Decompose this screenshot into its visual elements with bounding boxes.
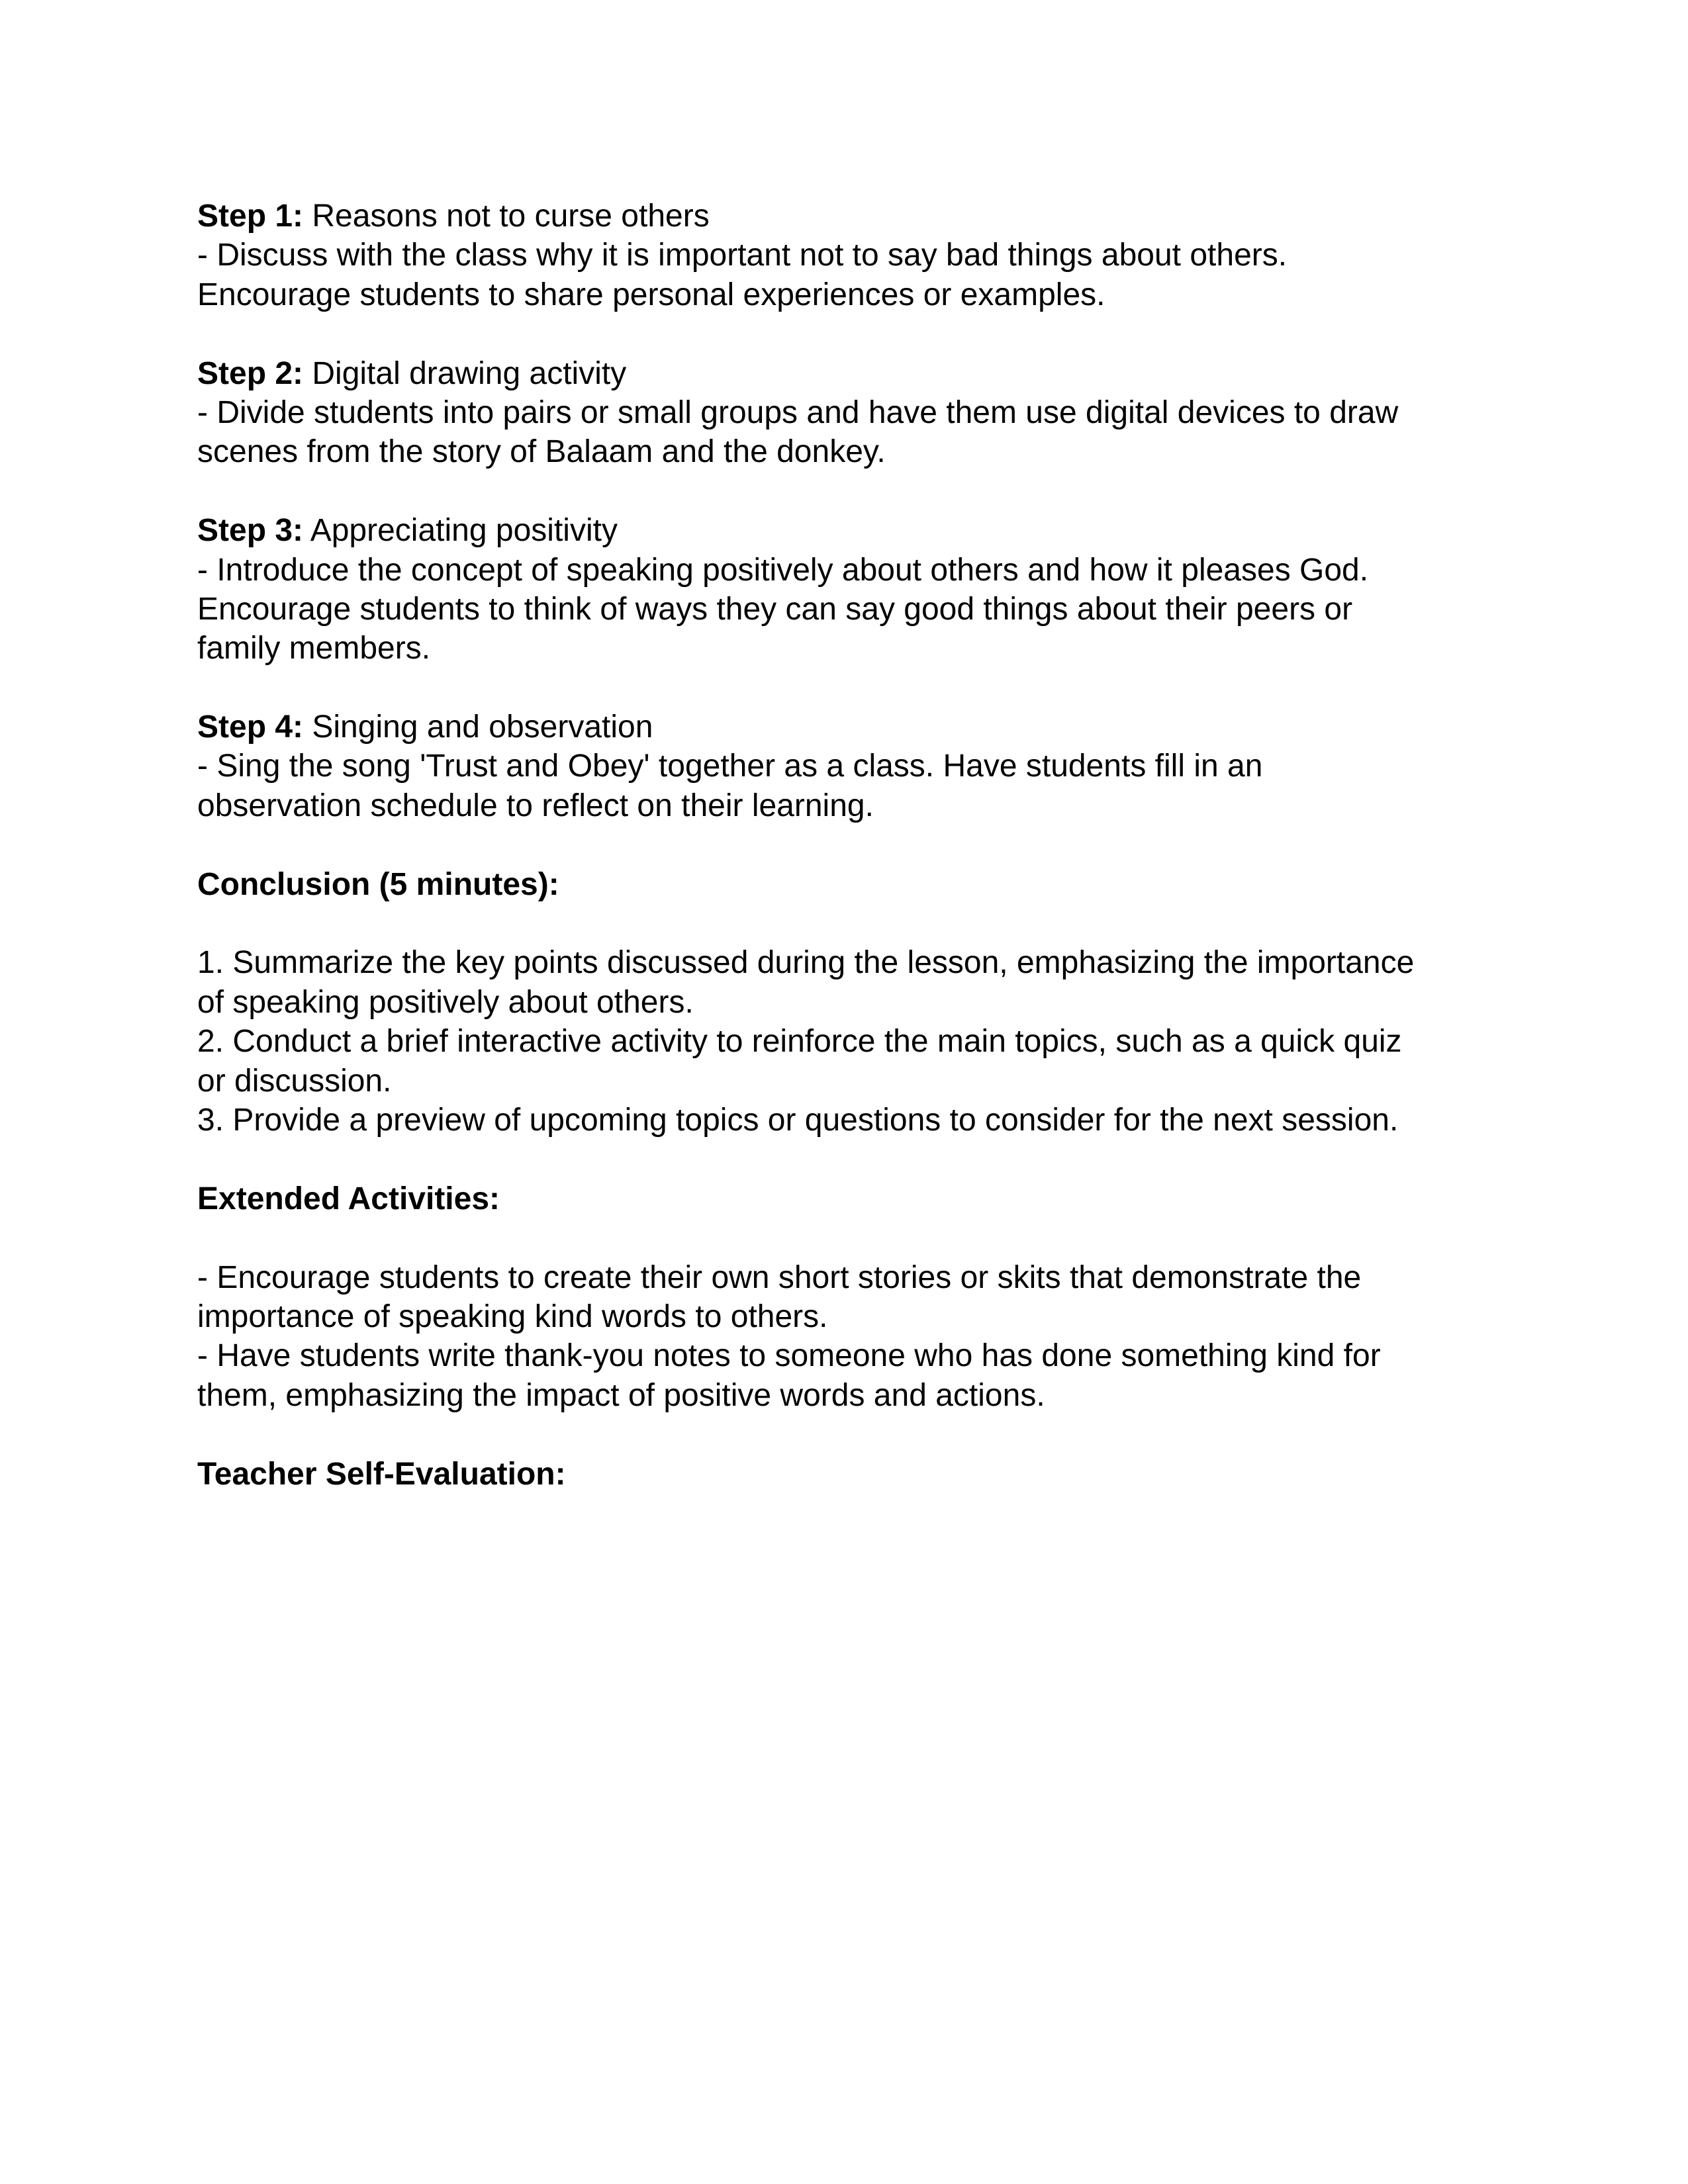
extended-text: importance of speaking kind words to others. bbox=[197, 1298, 828, 1334]
step-text: - Introduce the concept of speaking positively about others and how it pleases God. bbox=[197, 552, 1369, 588]
step-text: - Discuss with the class why it is important not to say bad things about others. bbox=[197, 238, 1288, 273]
conclusion-text: of speaking positively about others. bbox=[197, 984, 694, 1020]
step-title: Appreciating positivity bbox=[303, 513, 618, 549]
step-label: Step 4: bbox=[197, 709, 304, 745]
conclusion-heading: Conclusion (5 minutes): bbox=[197, 866, 559, 902]
extended-heading: Extended Activities: bbox=[197, 1181, 500, 1216]
step-title: Singing and observation bbox=[303, 709, 653, 745]
step-label: Step 3: bbox=[197, 513, 304, 549]
step-label: Step 1: bbox=[197, 199, 304, 234]
step-3 bbox=[197, 511, 1521, 668]
self-evaluation-heading: Teacher Self-Evaluation: bbox=[197, 1456, 566, 1492]
step-text: - Sing the song 'Trust and Obey' together as a class. Have students fill in an bbox=[197, 749, 1263, 784]
step-text: - Divide students into pairs or small groups and have them use digital devices to draw bbox=[197, 394, 1399, 430]
extended-text: them, emphasizing the impact of positive words and actions. bbox=[197, 1377, 1045, 1413]
extended-text: - Have students write thank-you notes to someone who has done something kind for bbox=[197, 1338, 1381, 1374]
conclusion-section bbox=[197, 865, 1521, 1140]
conclusion-text: 1. Summarize the key points discussed during the lesson, emphasizing the importance bbox=[197, 945, 1415, 981]
conclusion-text: 3. Provide a preview of upcoming topics or questions to consider for the next session. bbox=[197, 1102, 1399, 1138]
step-4 bbox=[197, 707, 1521, 825]
conclusion-text: or discussion. bbox=[197, 1063, 392, 1099]
document-page bbox=[197, 197, 1521, 1494]
extended-activities-section bbox=[197, 1179, 1521, 1415]
self-evaluation-section bbox=[197, 1455, 1521, 1494]
step-title: Reasons not to curse others bbox=[303, 199, 710, 234]
step-text: Encourage students to think of ways they can say good things about their peers or bbox=[197, 591, 1353, 627]
step-title: Digital drawing activity bbox=[303, 355, 627, 391]
step-text: scenes from the story of Balaam and the donkey. bbox=[197, 434, 886, 470]
step-text: family members. bbox=[197, 631, 431, 666]
step-2 bbox=[197, 354, 1521, 472]
step-label: Step 2: bbox=[197, 355, 304, 391]
conclusion-text: 2. Conduct a brief interactive activity to reinforce the main topics, such as a quick quiz bbox=[197, 1024, 1402, 1060]
step-1 bbox=[197, 197, 1521, 314]
step-text: Encourage students to share personal experiences or examples. bbox=[197, 277, 1105, 312]
step-text: observation schedule to reflect on their learning. bbox=[197, 788, 874, 823]
extended-text: - Encourage students to create their own short stories or skits that demonstrate the bbox=[197, 1259, 1362, 1295]
